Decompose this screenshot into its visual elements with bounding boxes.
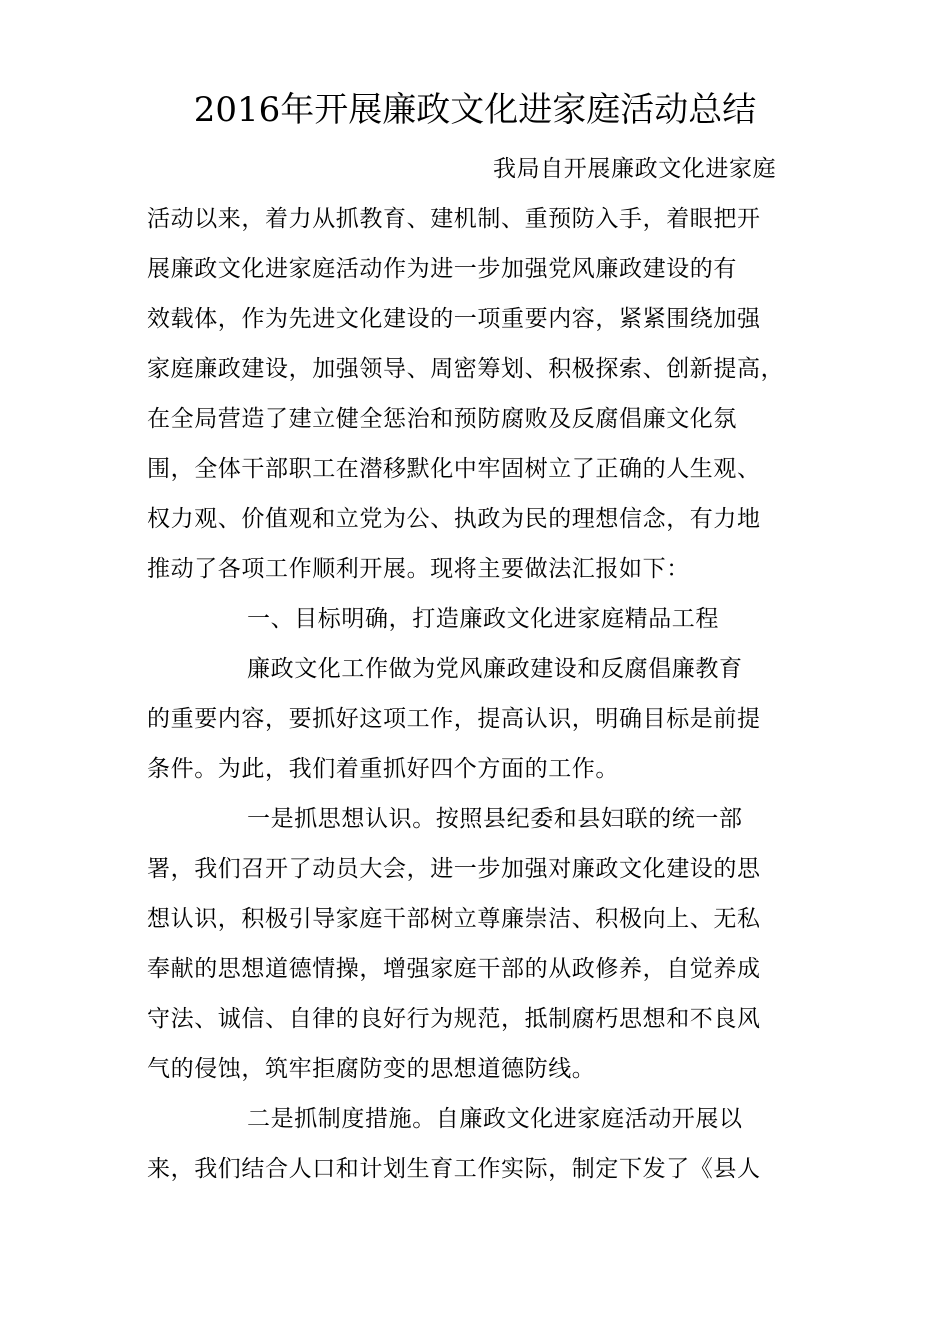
paragraph-line: 廉政文化工作做为党风廉政建设和反腐倡廉教育	[247, 656, 743, 682]
paragraph-line: 气的侵蚀，筑牢拒腐防变的思想道德防线。	[147, 1056, 596, 1082]
paragraph-line: 来，我们结合人口和计划生育工作实际，制定下发了《县人	[147, 1156, 761, 1182]
paragraph-line: 的重要内容，要抓好这项工作，提高认识，明确目标是前提	[147, 706, 761, 732]
paragraph-line: 守法、诚信、自律的良好行为规范，抵制腐朽思想和不良风	[147, 1006, 761, 1032]
paragraph-line: 一是抓思想认识。按照县纪委和县妇联的统一部	[247, 806, 743, 832]
paragraph-line: 家庭廉政建设，加强领导、周密筹划、积极探索、创新提高，	[147, 356, 785, 382]
paragraph-line: 奉献的思想道德情操，增强家庭干部的从政修养，自觉养成	[147, 956, 761, 982]
paragraph-line: 效载体，作为先进文化建设的一项重要内容，紧紧围绕加强	[147, 306, 761, 332]
paragraph-line: 署，我们召开了动员大会，进一步加强对廉政文化建设的思	[147, 856, 761, 882]
paragraph-line: 权力观、价值观和立党为公、执政为民的理想信念，有力地	[147, 506, 761, 532]
document-title: 2016年开展廉政文化进家庭活动总结	[193, 90, 757, 130]
paragraph-line: 展廉政文化进家庭活动作为进一步加强党风廉政建设的有	[147, 256, 737, 282]
paragraph-line: 围，全体干部职工在潜移默化中牢固树立了正确的人生观、	[147, 456, 761, 482]
paragraph-line: 活动以来，着力从抓教育、建机制、重预防入手，着眼把开	[147, 206, 761, 232]
paragraph-line: 推动了各项工作顺利开展。现将主要做法汇报如下：	[147, 556, 690, 582]
section-heading: 一、目标明确，打造廉政文化进家庭精品工程	[247, 606, 719, 632]
paragraph-line: 在全局营造了建立健全惩治和预防腐败及反腐倡廉文化氛	[147, 406, 737, 432]
paragraph-line: 想认识，积极引导家庭干部树立尊廉崇洁、积极向上、无私	[147, 906, 761, 932]
paragraph-line: 我局自开展廉政文化进家庭	[493, 156, 777, 182]
paragraph-line: 二是抓制度措施。自廉政文化进家庭活动开展以	[247, 1106, 743, 1132]
paragraph-line: 条件。为此，我们着重抓好四个方面的工作。	[147, 756, 619, 782]
